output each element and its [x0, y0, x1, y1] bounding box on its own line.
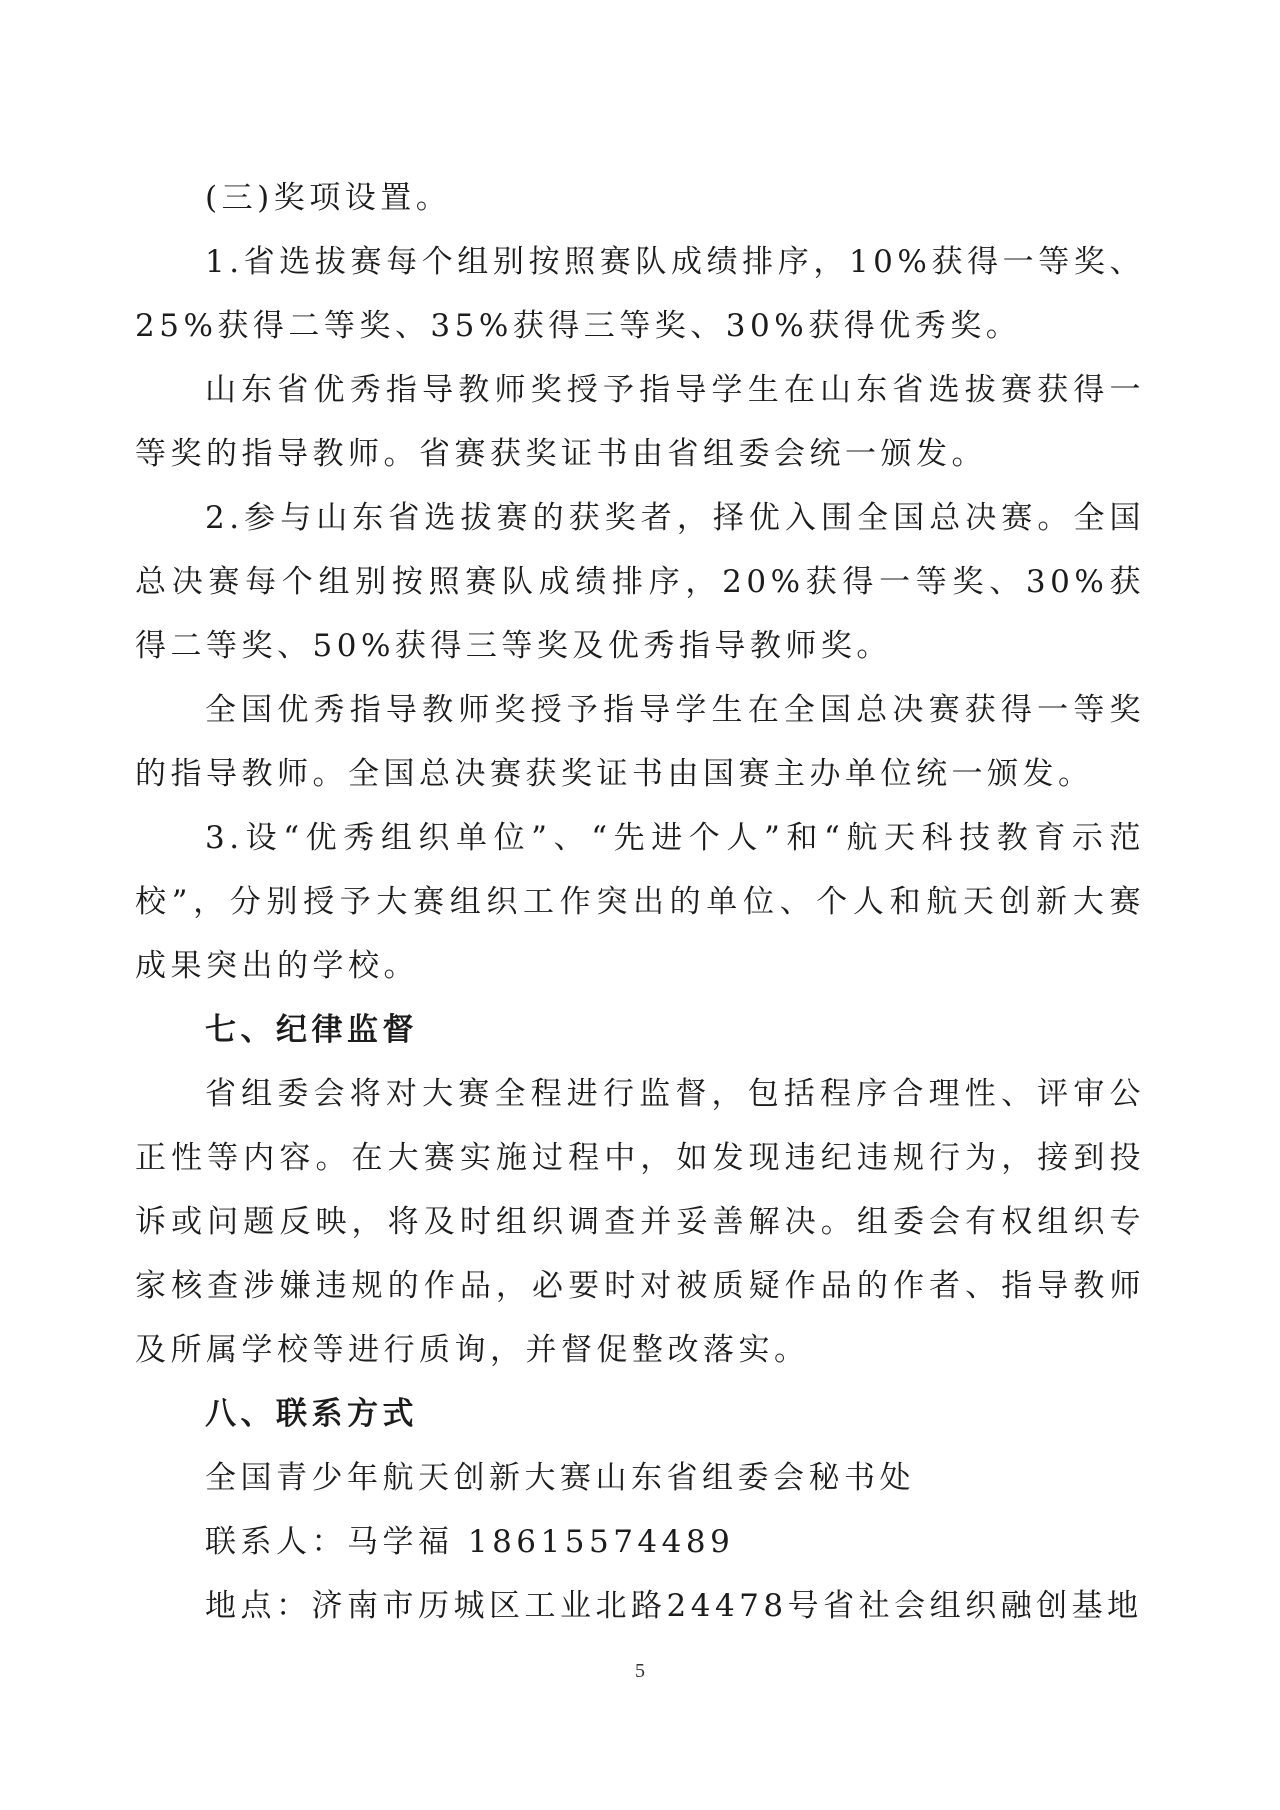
awards-paragraph-5: 3.设“优秀组织单位”、“先进个人”和“航天科技教育示范校”，分别授予大赛组织工作突出的单位、个人和航天创新大赛成果突出的学校。 — [135, 820, 1145, 984]
awards-paragraph-1: 1.省选拔赛每个组别按照赛队成绩排序，10%获得一等奖、25%获得二等奖、35%获得三等奖、30%获得优秀奖。 — [135, 244, 1145, 344]
page-content — [135, 166, 1145, 1638]
contact-person: 联系人：马学福 18615574489 — [205, 1524, 735, 1560]
contact-address: 地点：济南市历城区工业北路24478号省社会组织融创基地 — [205, 1588, 1143, 1624]
awards-paragraph-3: 2.参与山东省选拔赛的获奖者，择优入围全国总决赛。全国总决赛每个组别按照赛队成绩排序，20%获得一等奖、30%获得二等奖、50%获得三等奖及优秀指导教师奖。 — [135, 500, 1145, 664]
page-number: 5 — [635, 1660, 645, 1682]
awards-paragraph-4: 全国优秀指导教师奖授予指导学生在全国总决赛获得一等奖的指导教师。全国总决赛获奖证书由国赛主办单位统一颁发。 — [135, 692, 1145, 792]
awards-paragraph-2: 山东省优秀指导教师奖授予指导学生在山东省选拔赛获得一等奖的指导教师。省赛获奖证书由省组委会统一颁发。 — [135, 372, 1145, 472]
section-8-heading: 八、联系方式 — [205, 1396, 418, 1432]
contact-organization: 全国青少年航天创新大赛山东省组委会秘书处 — [205, 1460, 915, 1496]
section-7-paragraph: 省组委会将对大赛全程进行监督，包括程序合理性、评审公正性等内容。在大赛实施过程中，如发现违纪违规行为，接到投诉或问题反映，将及时组织调查并妥善解决。组委会有权组织专家核查涉嫌违规的作品，必要时对被质疑作品的作者、指导教师及所属学校等进行质询，并督促整改落实。 — [135, 1076, 1145, 1368]
section-7-heading: 七、纪律监督 — [205, 1012, 418, 1048]
awards-subheading: (三)奖项设置。 — [205, 180, 452, 216]
